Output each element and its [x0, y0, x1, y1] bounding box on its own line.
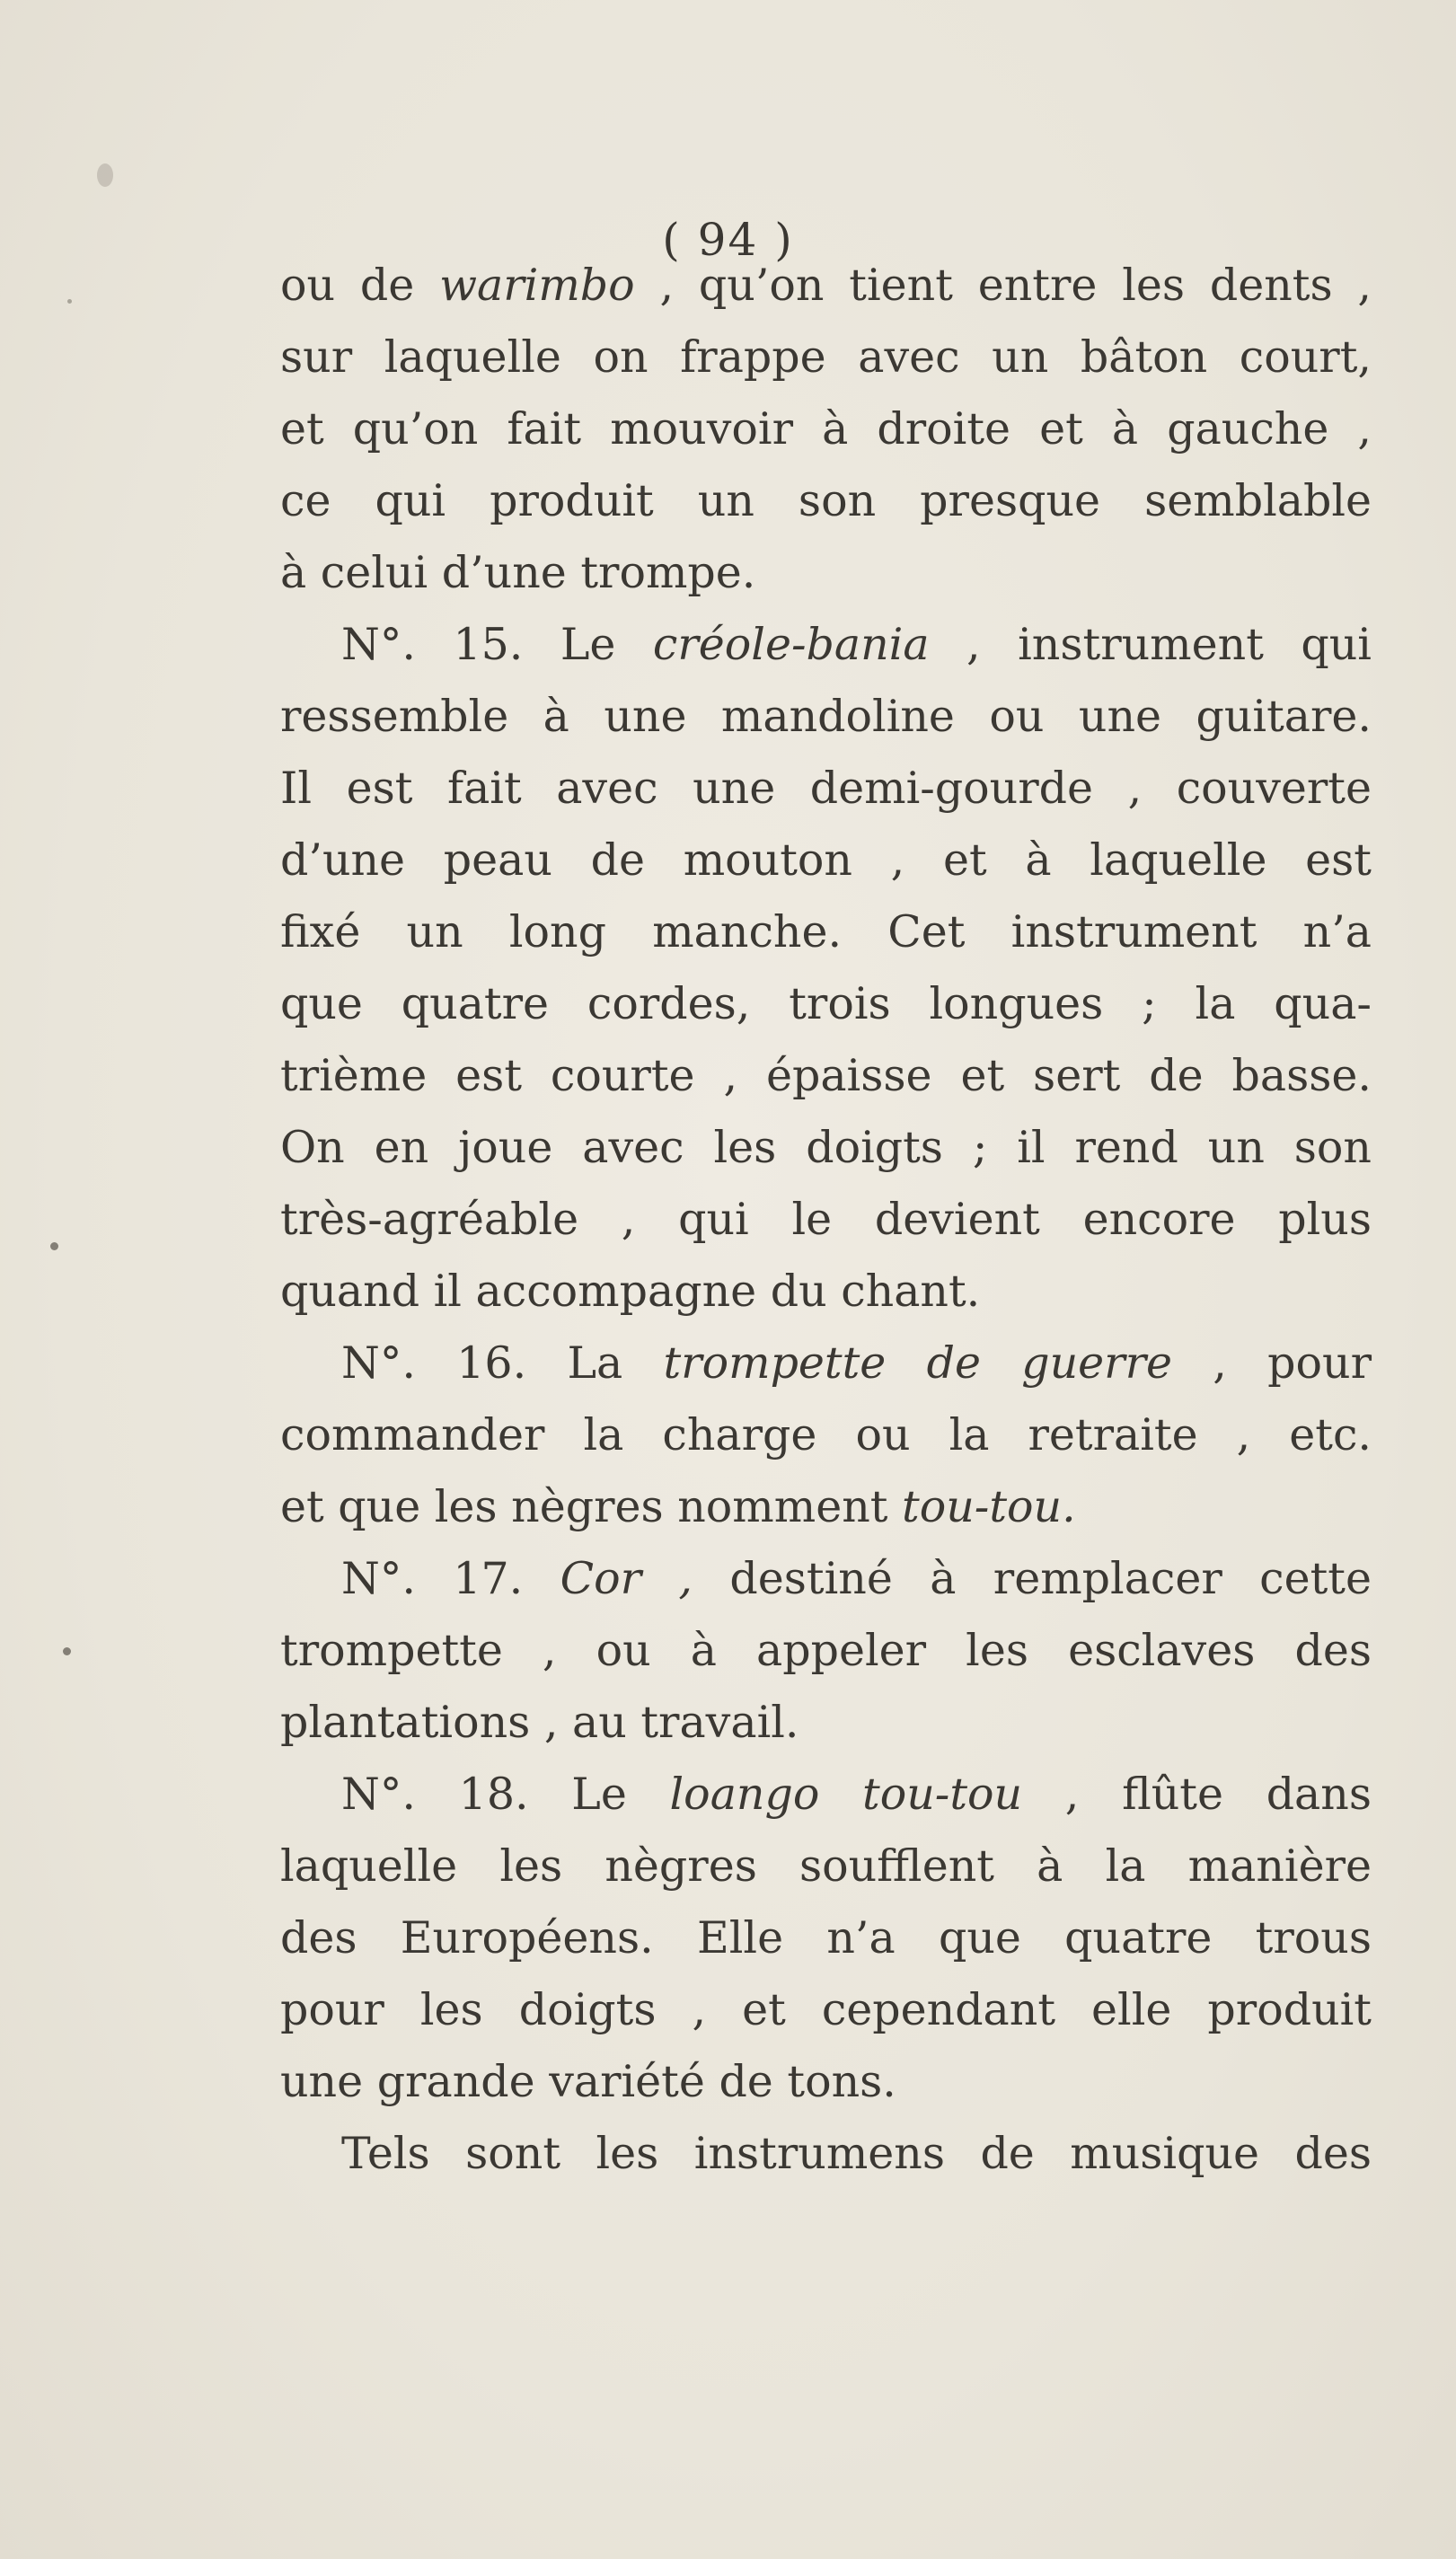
text-run: , pour — [1172, 1337, 1372, 1389]
text-run: des Européens. Elle n’a que quatre trous — [280, 1912, 1372, 1963]
text-line — [280, 968, 1372, 1040]
text-line — [280, 681, 1372, 753]
text-line — [280, 1112, 1372, 1184]
text-run: pour les doigts , et cependant elle produit — [280, 1984, 1372, 2035]
ink-spot — [63, 1647, 71, 1655]
text-line — [280, 1687, 1372, 1759]
text-run: ressemble à une mandoline ou une guitare. — [280, 691, 1372, 742]
italic-run: créole-bania — [652, 619, 930, 670]
text-run: commander la charge ou la retraite , etc. — [280, 1409, 1372, 1460]
text-line — [280, 1615, 1372, 1687]
text-run: , instrument qui — [929, 619, 1372, 670]
text-line — [280, 322, 1372, 393]
text-line — [280, 1974, 1372, 2046]
text-line — [280, 537, 1372, 609]
text-run: laquelle les nègres soufflent à la manière — [280, 1840, 1372, 1892]
text-run: On en joue avec les doigts ; il rend un son — [280, 1122, 1372, 1173]
text-run: destiné à remplacer cette — [693, 1553, 1372, 1604]
text-line — [280, 1040, 1372, 1112]
text-run: une grande variété de tons. — [280, 2056, 896, 2107]
text-run: N°. 16. La — [341, 1337, 664, 1389]
text-line — [280, 825, 1372, 896]
text-run: ce qui produit un son presque semblable — [280, 475, 1372, 526]
text-run: plantations , au travail. — [280, 1697, 799, 1748]
text-run: que quatre cordes, trois longues ; la qua- — [280, 978, 1372, 1029]
text-line — [280, 465, 1372, 537]
ink-spot — [97, 163, 113, 187]
italic-run: tou-tou. — [902, 1481, 1076, 1532]
body-text — [280, 250, 1372, 2190]
text-line — [280, 1831, 1372, 1902]
text-run: et que les nègres nomment — [280, 1481, 903, 1532]
text-run: N°. 15. Le — [341, 619, 653, 670]
text-run: très-agréable , qui le devient encore plus — [280, 1194, 1372, 1245]
ink-spot — [67, 299, 72, 304]
text-run: N°. 18. Le — [341, 1769, 670, 1820]
page-number: ( 94 ) — [662, 214, 794, 266]
text-run: trième est courte , épaisse et sert de basse. — [280, 1050, 1372, 1101]
text-run: à celui d’une trompe. — [280, 547, 756, 598]
text-line — [280, 393, 1372, 465]
text-line — [280, 1184, 1372, 1256]
text-run: , flûte dans — [1022, 1769, 1372, 1820]
italic-run: loango tou-tou — [669, 1769, 1023, 1820]
text-line — [280, 250, 1372, 322]
italic-run: warimbo — [439, 260, 635, 311]
text-line — [280, 896, 1372, 968]
text-line — [280, 1543, 1372, 1615]
text-run: et qu’on fait mouvoir à droite et à gauche , — [280, 403, 1372, 454]
text-run: N°. 17. — [341, 1553, 560, 1604]
ink-spot — [50, 1242, 58, 1250]
text-line — [280, 2046, 1372, 2118]
text-run: , qu’on tient entre les dents , — [634, 260, 1372, 311]
text-line — [280, 1759, 1372, 1831]
text-line — [280, 753, 1372, 825]
text-line — [280, 1471, 1372, 1543]
text-line — [280, 609, 1372, 681]
text-line — [280, 1399, 1372, 1471]
text-run: Il est fait avec une demi-gourde , couverte — [280, 763, 1372, 814]
text-run: quand il accompagne du chant. — [280, 1266, 981, 1317]
text-line — [280, 1328, 1372, 1399]
text-run: trompette , ou à appeler les esclaves des — [280, 1625, 1372, 1676]
text-run: sur laquelle on frappe avec un bâton court, — [280, 331, 1372, 383]
italic-run: Cor , — [560, 1553, 693, 1604]
text-line — [280, 1256, 1372, 1328]
text-run: Tels sont les instrumens de musique des — [341, 2128, 1372, 2179]
italic-run: trompette de guerre — [663, 1337, 1173, 1389]
text-line — [280, 1902, 1372, 1974]
text-run: fixé un long manche. Cet instrument n’a — [280, 906, 1372, 957]
text-line — [280, 2118, 1372, 2190]
text-run: ou de — [280, 260, 440, 311]
text-run: d’une peau de mouton , et à laquelle est — [280, 834, 1372, 886]
